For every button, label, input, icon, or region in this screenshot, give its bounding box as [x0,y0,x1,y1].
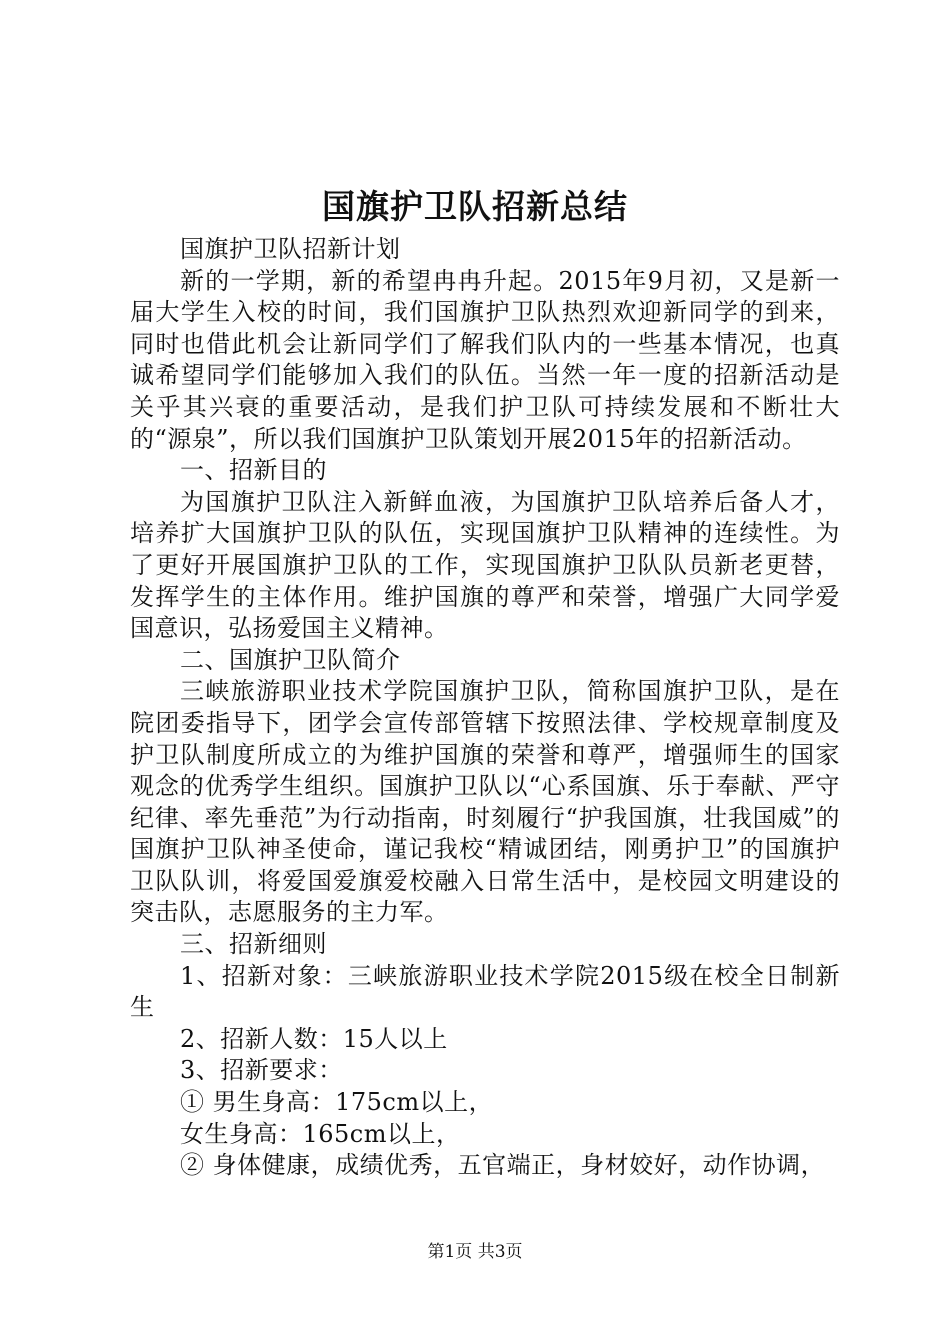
requirement-health: ② 身体健康，成绩优秀，五官端正，身材姣好，动作协调， [180,1151,826,1180]
section-heading-introduction: 二、国旗护卫队简介 [180,645,401,674]
purpose-paragraph: 为国旗护卫队注入新鲜血液，为国旗护卫队培养后备人才，培养扩大国旗护卫队的队伍，实现国旗护卫队精神的连续性。为了更好开展国旗护卫队的工作，实现国旗护卫队队员新老更替，发挥学生的主体作用。维护国旗的尊严和荣誉，增强广大同学爱国意识，弘扬爱国主义精神。 [130,487,840,643]
introduction-paragraph: 三峡旅游职业技术学院国旗护卫队，简称国旗护卫队，是在院团委指导下，团学会宣传部管辖下按照法律、学校规章制度及护卫队制度所成立的为维护国旗的荣誉和尊严，增强师生的国家观念的优秀学生组织。国旗护卫队以“心系国旗、乐于奉献、严守纪律、率先垂范”为行动指南，时刻履行“护我国旗，壮我国威”的国旗护卫队神圣使命，谨记我校“精诚团结，刚勇护卫”的国旗护卫队队训，将爱国爱旗爱校融入日常生活中，是校园文明建设的突击队，志愿服务的主力军。 [130,677,840,927]
requirement-male-height: ① 男生身高：175cm以上， [180,1088,494,1117]
section-heading-purpose: 一、招新目的 [180,456,327,485]
rule-target: 1、招新对象：三峡旅游职业技术学院2015级在校全日制新生 [130,961,840,1022]
rule-count: 2、招新人数：15人以上 [180,1024,448,1053]
section-heading-rules: 三、招新细则 [180,930,327,959]
document-body [130,234,840,1182]
requirement-female-height: 女生身高：165cm以上， [180,1119,461,1148]
intro-paragraph: 新的一学期，新的希望冉冉升起。2015年9月初，又是新一届大学生入校的时间，我们国旗护卫队热烈欢迎新同学的到来，同时也借此机会让新同学们了解我们队内的一些基本情况，也真诚希望同学们能够加入我们的队伍。当然一年一度的招新活动是关乎其兴衰的重要活动，是我们护卫队可持续发展和不断壮大的“源泉”，所以我们国旗护卫队策划开展2015年的招新活动。 [130,266,840,453]
rule-requirements: 3、招新要求： [180,1056,343,1085]
page-footer: 第1页 共3页 [427,1242,523,1262]
page-title: 国旗护卫队招新总结 [322,187,628,226]
plan-heading: 国旗护卫队招新计划 [180,235,401,263]
